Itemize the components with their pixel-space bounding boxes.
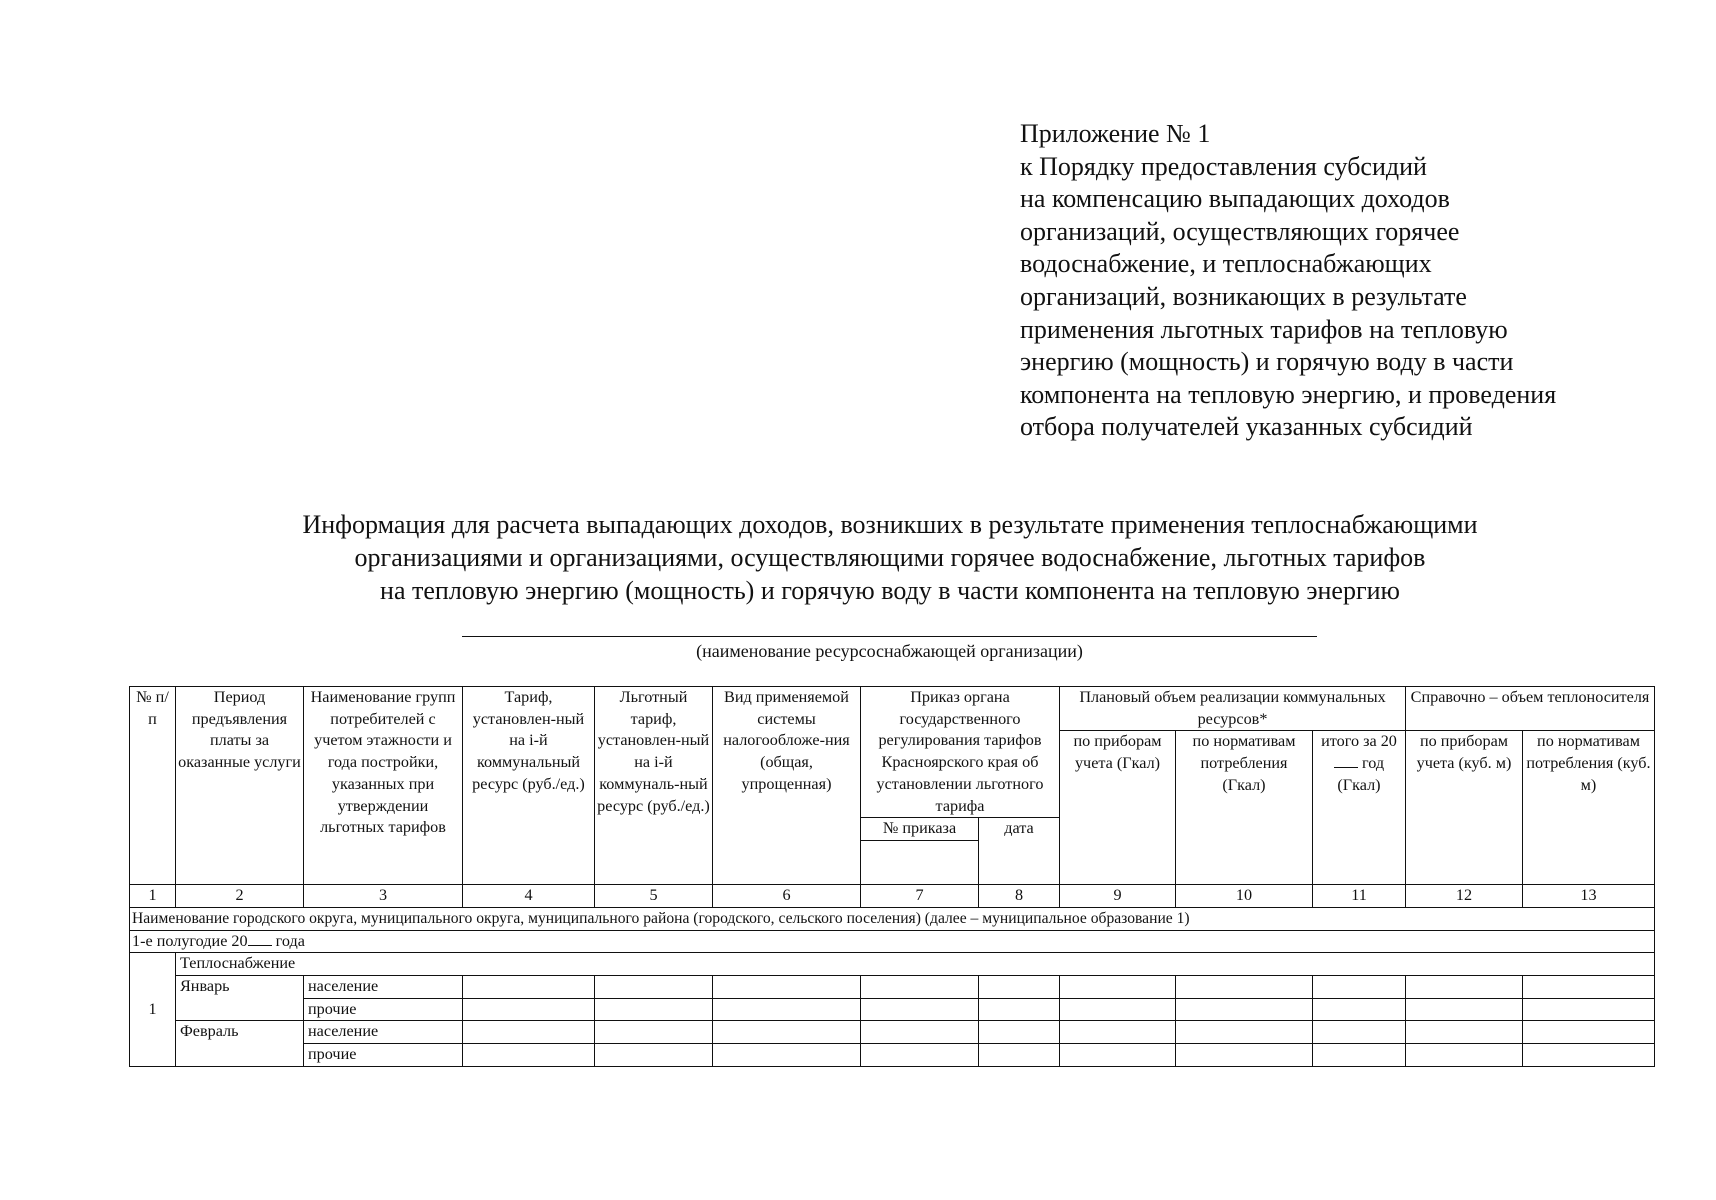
table-cell[interactable] <box>979 998 1060 1021</box>
column-number: 5 <box>595 885 713 908</box>
column-number: 10 <box>1176 885 1313 908</box>
header-reference-norm: по нормативам потребления (куб. м) <box>1523 731 1655 885</box>
table-row <box>130 1021 1655 1044</box>
header-preferential-tariff: Льготный тариф, установлен-ный на i-й коммуналь-ный ресурс (руб./ед.) <box>595 687 713 885</box>
table-cell[interactable] <box>1176 1044 1313 1067</box>
table-cell[interactable] <box>463 1044 595 1067</box>
header-consumer-groups: Наименование групп потребителей с учетом этажности и года постройки, указанных при утверждении льготных тарифов <box>304 687 463 885</box>
month-cell: Январь <box>176 975 304 1020</box>
table-cell[interactable] <box>1406 1044 1523 1067</box>
appendix-block <box>1020 118 1680 444</box>
table-cell[interactable] <box>1060 998 1176 1021</box>
consumer-group-cell: прочие <box>304 1044 463 1067</box>
table-cell[interactable] <box>463 1021 595 1044</box>
header-volume-meter: по приборам учета (Гкал) <box>1060 731 1176 885</box>
column-number: 7 <box>861 885 979 908</box>
table-cell[interactable] <box>861 975 979 998</box>
period-row <box>130 930 1655 953</box>
table-cell[interactable] <box>979 1044 1060 1067</box>
appendix-line: компонента на тепловую энергию, и проведения <box>1020 379 1557 409</box>
title-line: Информация для расчета выпадающих доходов, возникших в результате применения теплоснабжающими <box>302 510 1478 539</box>
appendix-line: применения льготных тарифов на тепловую <box>1020 314 1508 344</box>
table-cell[interactable] <box>595 1044 713 1067</box>
table-cell[interactable] <box>713 1021 861 1044</box>
column-number: 4 <box>463 885 595 908</box>
table-row <box>130 975 1655 998</box>
header-volume-total <box>1313 731 1406 885</box>
table-cell[interactable] <box>595 975 713 998</box>
table-cell[interactable] <box>1060 1021 1176 1044</box>
section-row <box>130 953 1655 976</box>
section-number: 1 <box>130 953 176 1067</box>
column-number: 1 <box>130 885 176 908</box>
table-cell[interactable] <box>861 998 979 1021</box>
table-cell[interactable] <box>1523 998 1655 1021</box>
table-cell[interactable] <box>861 1044 979 1067</box>
appendix-line: организаций, возникающих в результате <box>1020 281 1467 311</box>
title-line: на тепловую энергию (мощность) и горячую воду в части компонента на тепловую энергию <box>380 576 1400 605</box>
header-reference-meter: по приборам учета (куб. м) <box>1406 731 1523 885</box>
header-period: Период предъявления платы за оказанные услуги <box>176 687 304 885</box>
appendix-line: к Порядку предоставления субсидий <box>1020 151 1427 181</box>
year-blank <box>248 931 272 946</box>
table-cell[interactable] <box>1060 1044 1176 1067</box>
column-number: 6 <box>713 885 861 908</box>
appendix-line: водоснабжение, и теплоснабжающих <box>1020 249 1432 279</box>
header-number: № п/п <box>130 687 176 885</box>
table-cell[interactable] <box>1523 975 1655 998</box>
table-cell[interactable] <box>1313 1044 1406 1067</box>
header-volume-norm: по нормативам потребления (Гкал) <box>1176 731 1313 885</box>
organization-name-line <box>462 636 1317 637</box>
appendix-line: на компенсацию выпадающих доходов <box>1020 184 1450 214</box>
header-order-date: дата <box>979 818 1060 885</box>
column-number: 13 <box>1523 885 1655 908</box>
table-cell[interactable] <box>595 1021 713 1044</box>
column-number: 8 <box>979 885 1060 908</box>
table-cell[interactable] <box>463 998 595 1021</box>
organization-caption: (наименование ресурсоснабжающей организации) <box>696 641 1083 661</box>
table-cell[interactable] <box>595 998 713 1021</box>
column-number: 11 <box>1313 885 1406 908</box>
table-row <box>130 1044 1655 1067</box>
table-cell[interactable] <box>1313 1021 1406 1044</box>
header-order-group: Приказ органа государственного регулирования тарифов Красноярского края об установлении льготного тарифа <box>861 687 1060 818</box>
header-order-number-spacer <box>861 841 979 885</box>
revenue-table <box>129 686 1655 1067</box>
period-row-suffix: года <box>275 931 305 950</box>
column-number: 9 <box>1060 885 1176 908</box>
municipality-row: Наименование городского округа, муниципального округа, муниципального района (городского, сельского поселения) (далее – муниципальное образование 1) <box>130 907 1655 930</box>
consumer-group-cell: население <box>304 1021 463 1044</box>
table-cell[interactable] <box>713 1044 861 1067</box>
table-cell[interactable] <box>1406 998 1523 1021</box>
table-cell[interactable] <box>979 975 1060 998</box>
header-order-number: № приказа <box>861 818 979 841</box>
header-reference-group: Справочно – объем теплоносителя <box>1406 687 1655 731</box>
table-cell[interactable] <box>979 1021 1060 1044</box>
header-volume-total-prefix: итого за 20 <box>1321 732 1397 751</box>
appendix-line: Приложение № 1 <box>1020 119 1211 148</box>
header-volume-total-suffix: год (Гкал) <box>1337 754 1385 794</box>
header-tax-system: Вид применяемой системы налогообложе-ния (общая, упрощенная) <box>713 687 861 885</box>
table-cell[interactable] <box>1523 1044 1655 1067</box>
table-cell[interactable] <box>713 975 861 998</box>
appendix-line: отбора получателей указанных субсидий <box>1020 412 1473 442</box>
table-cell[interactable] <box>1406 975 1523 998</box>
column-number-row <box>130 885 1655 908</box>
table-cell[interactable] <box>713 998 861 1021</box>
table-cell[interactable] <box>1313 975 1406 998</box>
column-number: 12 <box>1406 885 1523 908</box>
consumer-group-cell: прочие <box>304 998 463 1021</box>
column-number: 3 <box>304 885 463 908</box>
table-cell[interactable] <box>463 975 595 998</box>
header-tariff: Тариф, установлен-ный на i-й коммунальный ресурс (руб./ед.) <box>463 687 595 885</box>
column-number: 2 <box>176 885 304 908</box>
table-cell[interactable] <box>1313 998 1406 1021</box>
table-cell[interactable] <box>1176 1021 1313 1044</box>
table-row <box>130 998 1655 1021</box>
table-cell[interactable] <box>1406 1021 1523 1044</box>
table-cell[interactable] <box>861 1021 979 1044</box>
month-cell: Февраль <box>176 1021 304 1066</box>
table-cell[interactable] <box>1523 1021 1655 1044</box>
header-volume-group: Плановый объем реализации коммунальных ресурсов* <box>1060 687 1406 731</box>
consumer-group-cell: население <box>304 975 463 998</box>
appendix-line: энергию (мощность) и горячую воду в части <box>1020 347 1514 377</box>
appendix-line: организаций, осуществляющих горячее <box>1020 216 1460 246</box>
period-row-prefix: 1-е полугодие 20 <box>132 931 248 950</box>
table-cell[interactable] <box>1176 998 1313 1021</box>
section-name: Теплоснабжение <box>176 953 1655 976</box>
table-cell[interactable] <box>1176 975 1313 998</box>
document-title <box>130 508 1650 607</box>
year-blank <box>1334 753 1358 768</box>
title-line: организациями и организациями, осуществляющими горячее водоснабжение, льготных тарифов <box>354 543 1426 572</box>
table-cell[interactable] <box>1060 975 1176 998</box>
